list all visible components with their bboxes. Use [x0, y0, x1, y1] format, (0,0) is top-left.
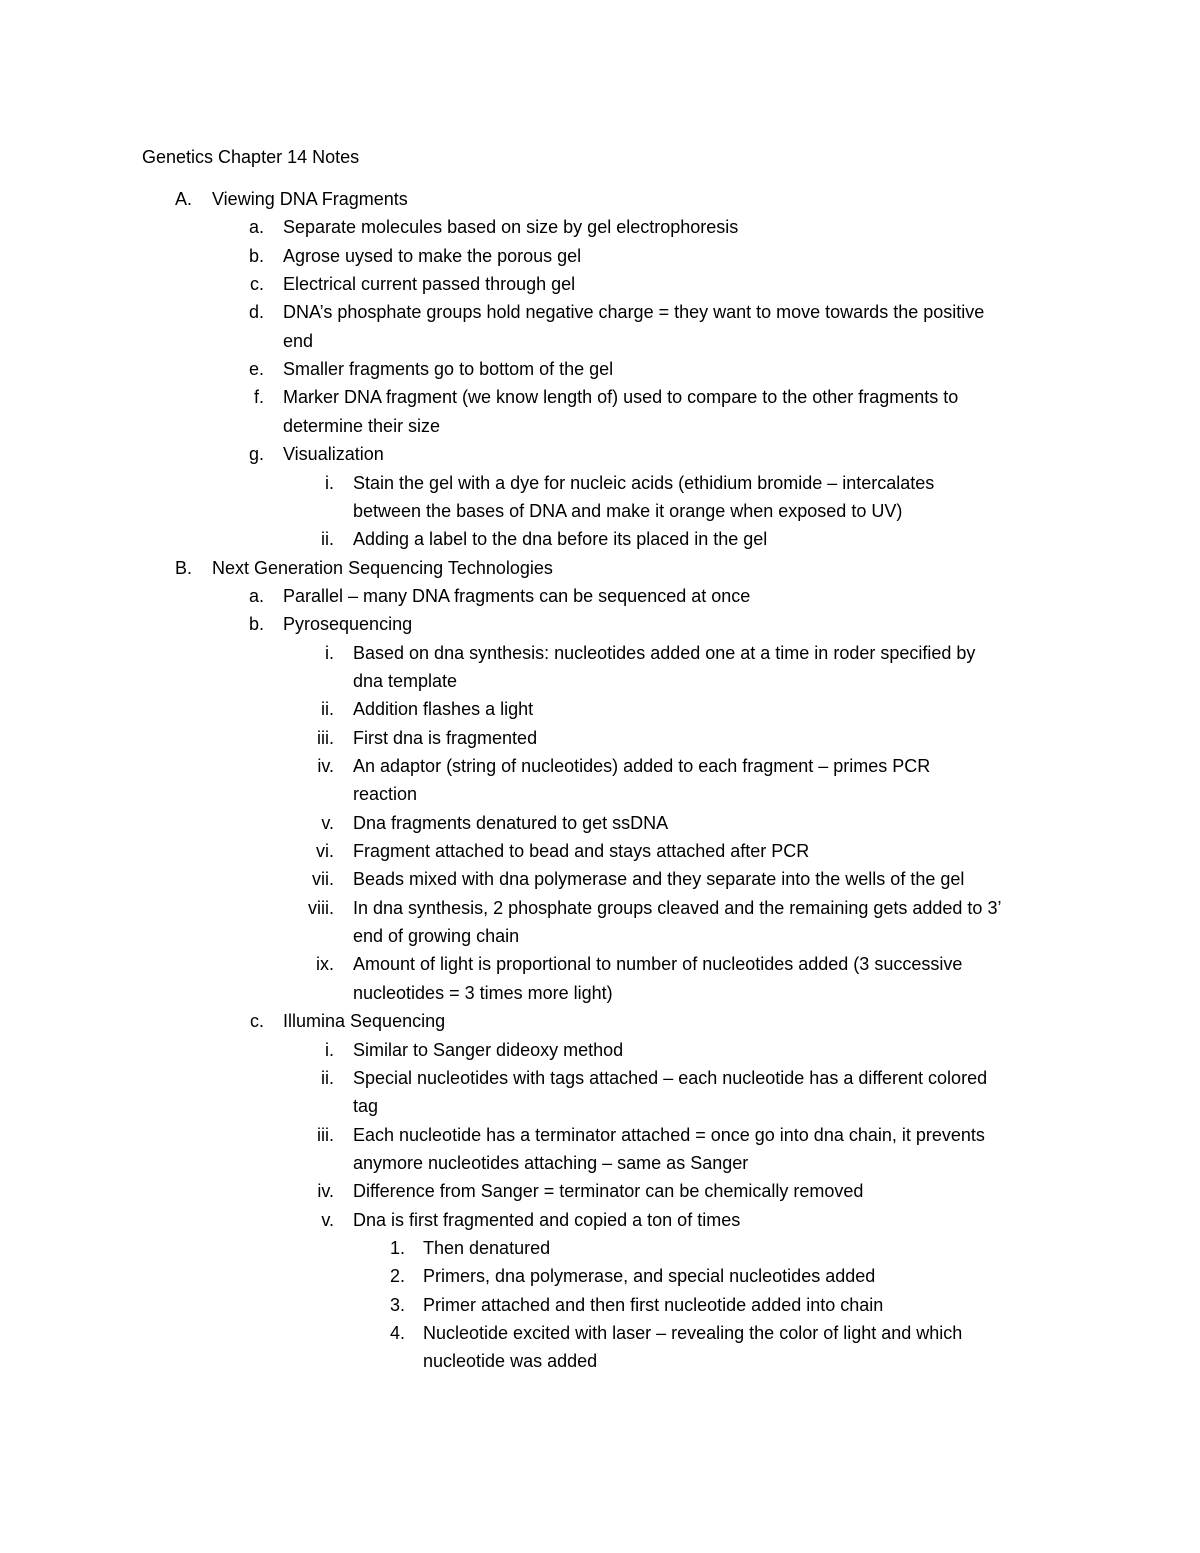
sub-item-text: An adaptor (string of nucleotides) added to each fragment – primes PCR: [353, 756, 931, 776]
sub-item-marker: v.: [321, 812, 334, 833]
list-item-text: Smaller fragments go to bottom of the gel: [283, 359, 614, 380]
sub-item-text: Primer attached and then first nucleotide added into chain: [423, 1294, 884, 1315]
section-marker: B.: [174, 557, 192, 578]
sub-item-text: nucleotides = 3 times more light): [353, 982, 613, 1003]
sub-item-marker: v.: [321, 1209, 334, 1230]
sub-item-marker: vii.: [312, 869, 334, 890]
sub-item-text: Then denatured: [423, 1237, 551, 1258]
sub-item-text: Stain the gel with a dye for nucleic acids (ethidium bromide – intercalates: [353, 472, 935, 493]
list-item-marker: c.: [249, 274, 264, 295]
list-item-text: Pyrosequencing: [283, 614, 413, 635]
sub-item-marker: 2.: [389, 1266, 405, 1287]
list-item-marker: e.: [248, 359, 264, 380]
sub-item-marker: i.: [325, 472, 334, 493]
sub-item-marker: viii.: [308, 897, 334, 918]
sub-item-marker: iii.: [317, 727, 334, 748]
sub-item-marker: ii.: [321, 1067, 334, 1088]
list-item-text: Illumina Sequencing: [283, 1011, 446, 1032]
sub-item-marker: iii.: [317, 1124, 334, 1145]
sub-item-text: Adding a label to the dna before its placed in the gel: [353, 529, 768, 550]
list-item-text: Electrical current passed through gel: [283, 274, 576, 295]
section-text: Next Generation Sequencing Technologies: [212, 557, 553, 578]
sub-item-text: Similar to Sanger dideoxy method: [353, 1039, 624, 1060]
sub-item-text: Primers, dna polymerase, and special nucleotides added: [423, 1266, 876, 1287]
list-item-text: Agrose uysed to make the porous gel: [283, 245, 582, 266]
sub-item-text: Based on dna synthesis: nucleotides added one at a time in roder specified by: [353, 642, 976, 663]
sub-item-text: Difference from Sanger = terminator can be chemically removed: [353, 1181, 864, 1202]
list-item-marker: a.: [248, 585, 264, 606]
sub-item-text: end of growing chain: [353, 926, 520, 947]
sub-item-text: Beads mixed with dna polymerase and they separate into the wells of the gel: [353, 869, 965, 890]
list-item-text: Parallel – many DNA fragments can be sequenced at once: [283, 585, 751, 606]
sub-item-text: Addition flashes a light: [353, 699, 534, 720]
list-item-marker: g.: [248, 444, 264, 465]
sub-item-text: Nucleotide excited with laser – revealing the color of light and which: [423, 1323, 963, 1343]
sub-item-text: Fragment attached to bead and stays attached after PCR: [353, 841, 810, 862]
list-item-marker: f.: [253, 387, 264, 408]
sub-item-text: nucleotide was added: [423, 1351, 598, 1372]
sub-item-marker: ii.: [321, 699, 334, 720]
sub-item-text: Amount of light is proportional to number of nucleotides added (3 successive: [353, 954, 963, 975]
sub-item-marker: ix.: [316, 954, 334, 975]
sub-item-text: tag: [353, 1096, 379, 1117]
list-item-marker: b.: [248, 614, 264, 635]
sub-item-text: In dna synthesis, 2 phosphate groups cleaved and the remaining gets added to 3’: [353, 897, 1002, 918]
sub-item-marker: ii.: [321, 529, 334, 550]
sub-item-marker: 1.: [389, 1237, 405, 1258]
list-item-text: end: [283, 330, 314, 351]
section-marker: A.: [174, 189, 192, 209]
page-title: Genetics Chapter 14 Notes: [142, 147, 360, 167]
sub-item-marker: vi.: [316, 841, 334, 862]
list-item-marker: a.: [248, 217, 264, 238]
sub-item-text: Special nucleotides with tags attached – each nucleotide has a different colored: [353, 1067, 988, 1088]
sub-item-text: anymore nucleotides attaching – same as Sanger: [353, 1152, 749, 1173]
list-item-text: determine their size: [283, 415, 441, 436]
sub-item-text: dna template: [353, 670, 458, 691]
sub-item-text: Each nucleotide has a terminator attached = once go into dna chain, it prevents: [353, 1124, 985, 1145]
list-item-marker: d.: [248, 302, 264, 323]
sub-item-marker: i.: [325, 1039, 334, 1060]
list-item-marker: c.: [249, 1011, 264, 1032]
sub-item-text: Dna fragments denatured to get ssDNA: [353, 812, 669, 833]
sub-item-marker: i.: [325, 642, 334, 663]
sub-item-text: between the bases of DNA and make it orange when exposed to UV): [353, 500, 903, 521]
list-item-text: Separate molecules based on size by gel electrophoresis: [283, 217, 739, 238]
sub-item-text: reaction: [353, 784, 418, 805]
section-text: Viewing DNA Fragments: [212, 189, 408, 209]
list-item-text: Marker DNA fragment (we know length of) used to compare to the other fragments to: [283, 387, 959, 408]
list-item-text: Visualization: [283, 444, 384, 465]
sub-item-marker: iv.: [317, 1181, 334, 1202]
sub-item-marker: 3.: [389, 1294, 405, 1315]
list-item-text: DNA’s phosphate groups hold negative charge = they want to move towards the positive: [283, 302, 985, 323]
sub-item-marker: 4.: [389, 1323, 405, 1343]
sub-item-text: Dna is first fragmented and copied a ton of times: [353, 1209, 741, 1230]
list-item-marker: b.: [248, 245, 264, 266]
sub-item-marker: iv.: [317, 756, 334, 776]
sub-item-text: First dna is fragmented: [353, 727, 538, 748]
